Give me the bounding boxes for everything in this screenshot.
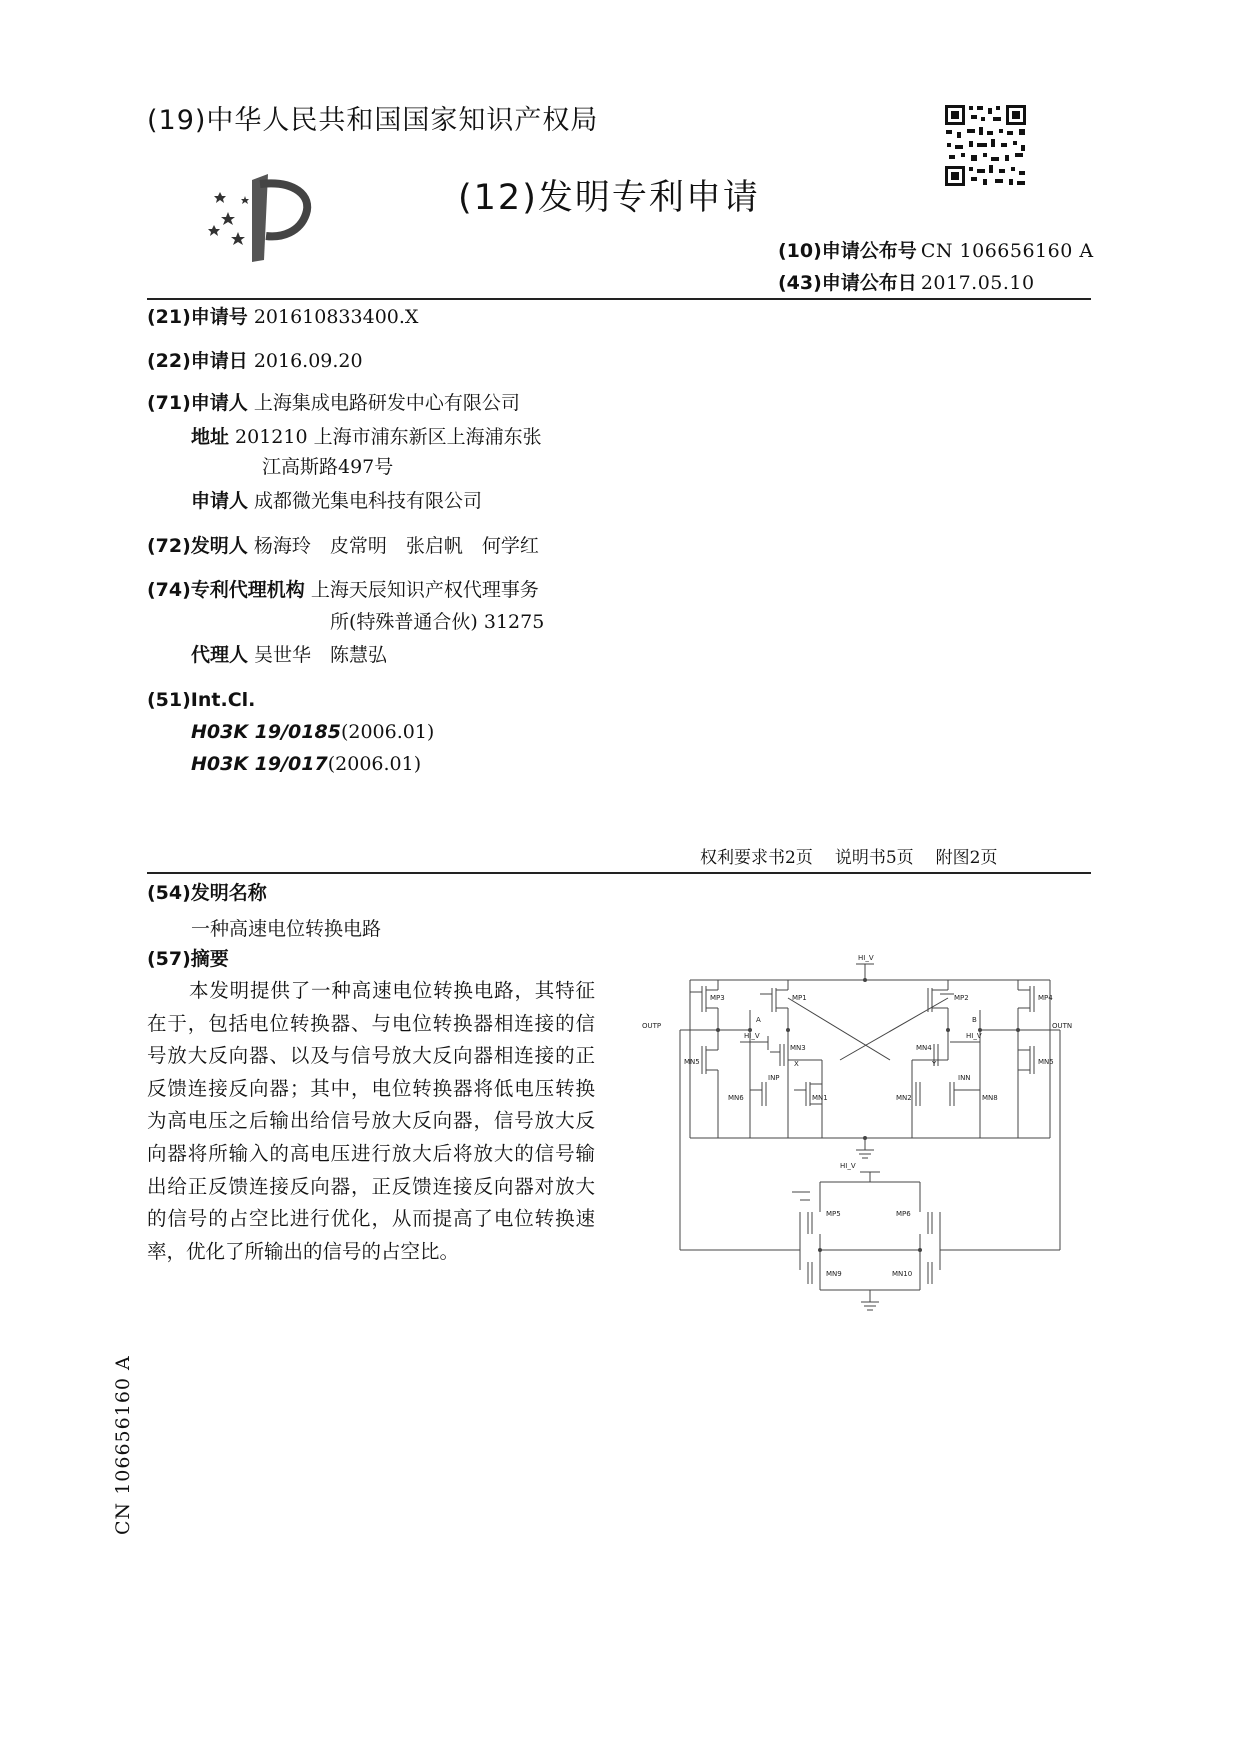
invention-title: 一种高速电位转换电路 bbox=[191, 918, 382, 940]
cnipa-logo bbox=[200, 170, 330, 265]
agency-label: (74)专利代理机构 bbox=[147, 579, 305, 601]
abstract-label: (57)摘要 bbox=[147, 948, 229, 970]
applicant-2-label: 申请人 bbox=[191, 490, 249, 512]
label-mp1: MP1 bbox=[792, 994, 807, 1002]
label-mn6: MN6 bbox=[728, 1094, 744, 1102]
label-vdd-bottom: HI_V bbox=[840, 1162, 856, 1170]
label-node-b: B bbox=[972, 1016, 977, 1024]
agency-field bbox=[147, 575, 539, 605]
label-hiv-left: HI_V bbox=[744, 1032, 760, 1040]
publication-number-label: (10)申请公布号 bbox=[778, 240, 917, 262]
label-mp2: MP2 bbox=[954, 994, 969, 1002]
office-name: (19)中华人民共和国国家知识产权局 bbox=[147, 105, 599, 136]
applicant-field bbox=[147, 388, 520, 418]
label-mp5: MP5 bbox=[826, 1210, 841, 1218]
qr-code bbox=[943, 103, 1028, 188]
label-mp3: MP3 bbox=[710, 994, 725, 1002]
label-mn2: MN2 bbox=[896, 1094, 912, 1102]
applicant-2-name: 成都微光集电科技有限公司 bbox=[254, 490, 483, 512]
inventors-field bbox=[147, 531, 539, 561]
document-type: (12)发明专利申请 bbox=[458, 178, 760, 218]
publication-date: 2017.05.10 bbox=[920, 272, 1035, 294]
label-hiv-right: HI_V bbox=[966, 1032, 982, 1040]
intcl-field bbox=[147, 685, 255, 715]
agents-field bbox=[191, 640, 387, 670]
ipc-code-1: H03K 19/0185 bbox=[191, 721, 341, 743]
label-inn: INN bbox=[958, 1074, 971, 1082]
circuit-labels bbox=[642, 954, 1072, 1278]
label-mn5-left: MN5 bbox=[684, 1058, 700, 1066]
application-number-field bbox=[147, 302, 418, 332]
abstract-text: 本发明提供了一种高速电位转换电路，其特征在于，包括电位转换器、与电位转换器相连接的信号放大反向器、以及与信号放大反向器相连接的正反馈连接反向器；其中，电位转换器将低电压转换为高电压之后输出给信号放大反向器，信号放大反向器将所输入的高电压进行放大后将放大的信号输出给正反馈连接反向器，正反馈连接反向器对放大的信号的占空比进行优化，从而提高了电位转换速率，优化了所输出的信号的占空比。 bbox=[147, 979, 595, 1263]
label-mp6: MP6 bbox=[896, 1210, 911, 1218]
description-pages: 说明书5页 bbox=[834, 848, 914, 868]
section-divider bbox=[147, 872, 1091, 874]
address-label: 地址 bbox=[191, 426, 230, 448]
label-vdd-top: HI_V bbox=[858, 954, 874, 962]
intcl-label: (51)Int.Cl. bbox=[147, 689, 256, 711]
publication-number: CN 106656160 A bbox=[920, 240, 1094, 262]
ipc-version-2: (2006.01) bbox=[327, 753, 422, 775]
label-mn10: MN10 bbox=[892, 1270, 913, 1278]
label-outp: OUTP bbox=[642, 1022, 662, 1030]
drawings-pages: 附图2页 bbox=[935, 848, 998, 868]
publication-number-row bbox=[778, 236, 1094, 263]
ipc-entry-1 bbox=[191, 717, 434, 747]
label-mn5-right: MN5 bbox=[1038, 1058, 1054, 1066]
agents-label: 代理人 bbox=[191, 644, 249, 666]
inventors-names: 杨海玲 皮常明 张启帆 何学红 bbox=[253, 535, 539, 557]
label-mp4: MP4 bbox=[1038, 994, 1053, 1002]
label-outn: OUTN bbox=[1052, 1022, 1073, 1030]
application-date: 2016.09.20 bbox=[253, 350, 363, 372]
label-mn8: MN8 bbox=[982, 1094, 998, 1102]
ipc-version-1: (2006.01) bbox=[340, 721, 435, 743]
label-mn4: MN4 bbox=[916, 1044, 932, 1052]
inventors-label: (72)发明人 bbox=[147, 535, 248, 557]
application-number-label: (21)申请号 bbox=[147, 306, 248, 328]
ipc-entry-2 bbox=[191, 749, 421, 779]
applicant-2-field bbox=[191, 486, 482, 516]
ipc-code-2: H03K 19/017 bbox=[191, 753, 328, 775]
application-date-field bbox=[147, 346, 363, 376]
address-field bbox=[191, 422, 542, 452]
applicant-label: (71)申请人 bbox=[147, 392, 248, 414]
label-mn9: MN9 bbox=[826, 1270, 842, 1278]
header-divider bbox=[147, 298, 1091, 300]
label-mn1: MN1 bbox=[812, 1094, 828, 1102]
label-node-y: Y bbox=[932, 1060, 937, 1068]
label-mn3: MN3 bbox=[790, 1044, 806, 1052]
label-node-a: A bbox=[756, 1016, 761, 1024]
publication-date-row bbox=[778, 268, 1035, 295]
agency-line-2: 所(特殊普通合伙) 31275 bbox=[330, 611, 545, 633]
applicant-name: 上海集成电路研发中心有限公司 bbox=[253, 392, 520, 414]
logo-stars bbox=[208, 192, 249, 245]
application-date-label: (22)申请日 bbox=[147, 350, 248, 372]
publication-date-label: (43)申请公布日 bbox=[778, 272, 917, 294]
label-node-x: X bbox=[794, 1060, 799, 1068]
circuit-diagram bbox=[640, 950, 1080, 1320]
page-counts bbox=[700, 843, 1019, 868]
sidebar-publication-number: CN 106656160 A bbox=[112, 1355, 134, 1535]
label-inp: INP bbox=[768, 1074, 780, 1082]
agency-line-1: 上海天辰知识产权代理事务 bbox=[310, 579, 539, 601]
application-number: 201610833400.X bbox=[253, 306, 419, 328]
address-line-2: 江高斯路497号 bbox=[262, 456, 394, 478]
title-label: (54)发明名称 bbox=[147, 882, 267, 904]
agents-names: 吴世华 陈慧弘 bbox=[254, 644, 388, 666]
address-line-1: 201210 上海市浦东新区上海浦东张 bbox=[235, 426, 542, 448]
claims-pages: 权利要求书2页 bbox=[700, 848, 813, 868]
